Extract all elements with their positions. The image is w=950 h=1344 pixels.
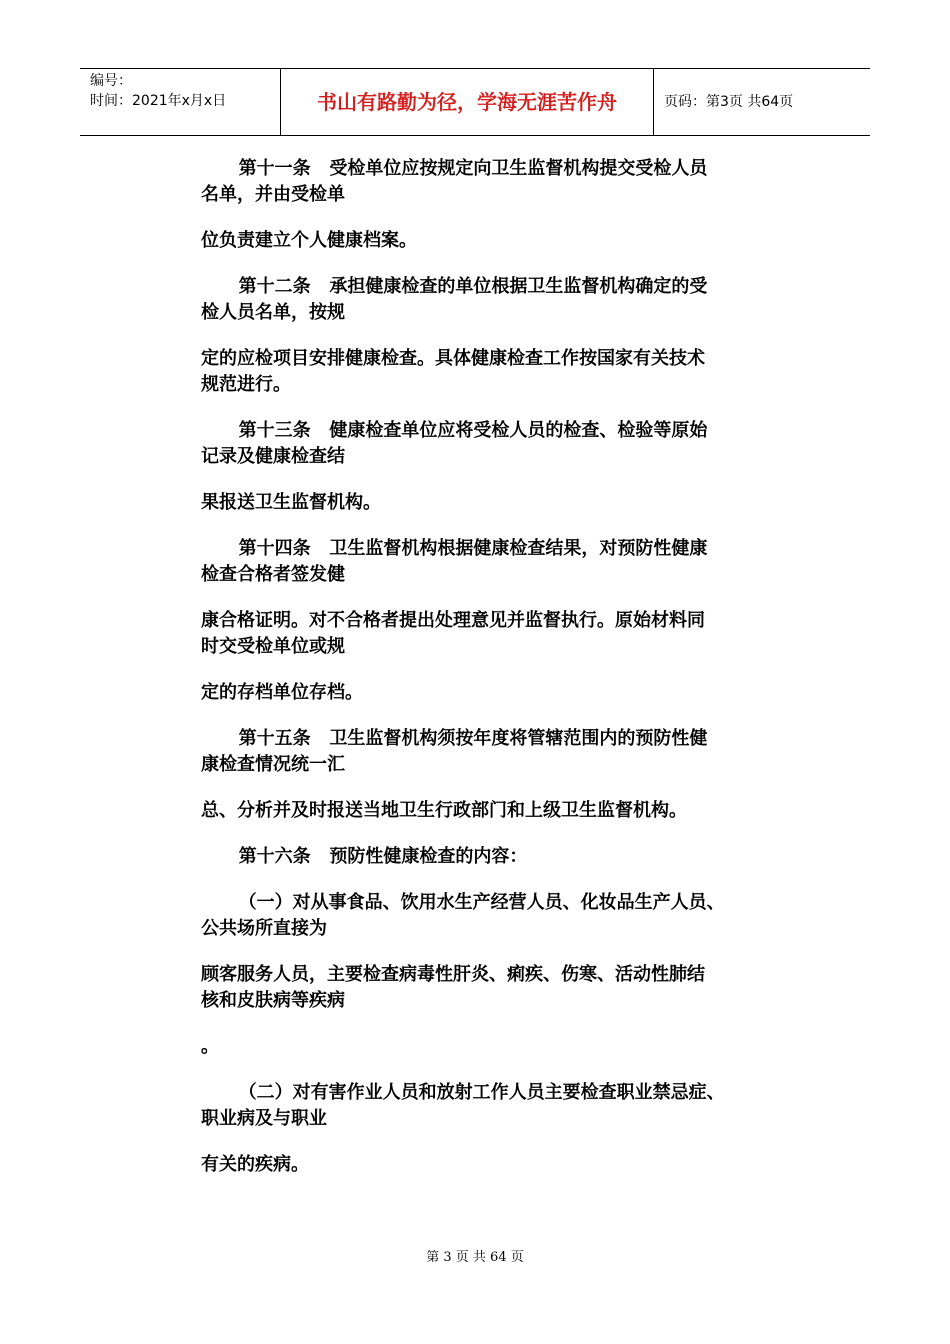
- header-slogan: 书山有路勤为径，学海无涯苦作舟: [281, 69, 654, 135]
- paragraph: 第十四条 卫生监督机构根据健康检查结果，对预防性健康 检查合格者签发健: [201, 538, 708, 585]
- document-body: [201, 156, 753, 1198]
- paragraph: （二）对有害作业人员和放射工作人员主要检查职业禁忌症、 职业病及与职业: [201, 1082, 725, 1129]
- paragraph: 总、分析并及时报送当地卫生行政部门和上级卫生监督机构。: [201, 800, 687, 821]
- header-page-info: 页码：第3页 共64页: [664, 94, 794, 110]
- paragraph: 。: [201, 1036, 219, 1057]
- paragraph: 第十三条 健康检查单位应将受检人员的检查、检验等原始 记录及健康检查结: [201, 420, 708, 467]
- paragraph: 第十六条 预防性健康检查的内容：: [201, 846, 528, 867]
- paragraph: 康合格证明。对不合格者提出处理意见并监督执行。原始材料同 时交受检单位或规: [201, 610, 705, 657]
- paragraph: 第十二条 承担健康检查的单位根据卫生监督机构确定的受 检人员名单，按规: [201, 276, 708, 323]
- paragraph: 位负责建立个人健康档案。: [201, 230, 417, 251]
- document-number-label: 编号：: [90, 73, 132, 89]
- document-date: 时间：2021年x月x日: [90, 93, 227, 109]
- paragraph: 定的应检项目安排健康检查。具体健康检查工作按国家有关技术 规范进行。: [201, 348, 705, 395]
- paragraph: （一）对从事食品、饮用水生产经营人员、化妆品生产人员、 公共场所直接为: [201, 892, 725, 939]
- page-footer: 第 3 页 共 64 页: [426, 1250, 524, 1265]
- paragraph: 第十五条 卫生监督机构须按年度将管辖范围内的预防性健 康检查情况统一汇: [201, 728, 708, 775]
- paragraph: 顾客服务人员，主要检查病毒性肝炎、痢疾、伤寒、活动性肺结 核和皮肤病等疾病: [201, 964, 705, 1011]
- header-meta: [80, 69, 281, 135]
- paragraph: 定的存档单位存档。: [201, 682, 363, 703]
- page-header: [80, 68, 870, 136]
- paragraph: 果报送卫生监督机构。: [201, 492, 381, 513]
- paragraph: 第十一条 受检单位应按规定向卫生监督机构提交受检人员 名单，并由受检单: [201, 158, 708, 205]
- paragraph: 有关的疾病。: [201, 1154, 309, 1175]
